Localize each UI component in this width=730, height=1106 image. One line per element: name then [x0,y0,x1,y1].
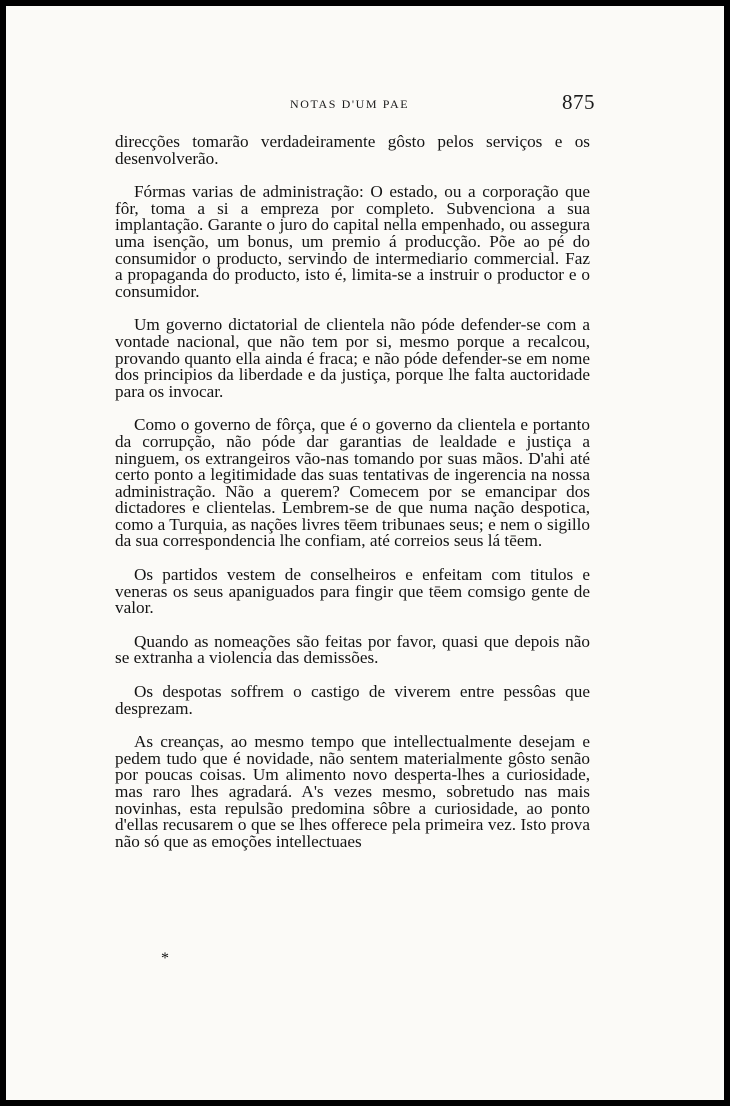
page-number: 875 [562,90,595,114]
body-text [115,134,590,850]
paragraph: Como o governo de fôrça, que é o governo da clientela e portanto da corrupção, não póde dar garantias de lealdade e justiça a ninguem, os extrangeiros vão-nas tomando por suas mãos. D'ahi até certo ponto a legitimidade das suas tentativas de ingerencia na nossa administração. Não a querem? Comecem por se emancipar dos dictadores e clientelas. Lembrem-se de que numa nação despotica, como a Turquia, as nações livres tēem tribunaes seus; e nem o sigillo da sua correspondencia lhe confiam, até correios seus lá tēem. [115,415,590,551]
paragraph: Fórmas varias de administração: O estado, ou a corporação que fôr, toma a si a empreza por completo. Subvenciona a sua implantação. Garante o juro do capital nella empenhado, ou assegura uma isenção, um bonus, um premio á producção. Põe ao pé do consumidor o producto, servindo de intermediario commercial. Faz a propaganda do producto, isto é, limita-se a instruir o productor e o consumidor. [115,182,590,301]
paragraph: Os despotas soffrem o castigo de viverem entre pessôas que desprezam. [115,682,590,718]
paragraph: direcções tomarão verdadeiramente gôsto pelos serviços e os desenvolverão. [115,132,590,168]
paragraph: As creanças, ao mesmo tempo que intellectualmente desejam e pedem tudo que é novidade, não sentem materialmente gôsto senão por poucas coisas. Um alimento novo desperta-lhes a curiosidade, mas raro lhes agradará. A's vezes mesmo, sobretudo nas mais novinhas, esta repulsão predomina sôbre a curiosidade, ao ponto d'ellas recusarem o que se lhes offerece pela primeira vez. Isto prova não só que as emoções intellectuaes [115,732,590,851]
footer-mark: * [161,950,169,967]
paragraph: Um governo dictatorial de clientela não póde defender-se com a vontade nacional, que não tem por si, mesmo porque a recalcou, provando quanto ella ainda é fraca; e não póde defender-se em nome dos principios da liberdade e da justiça, porque lhe falta auctoridade para os invocar. [115,315,590,401]
book-page [6,6,724,1100]
paragraph: Os partidos vestem de conselheiros e enfeitam com titulos e veneras os seus apaniguados para fingir que tēem comsigo gente de valor. [115,565,590,618]
running-title: NOTAS D'UM PAE [290,97,410,111]
page-header [6,90,724,118]
paragraph: Quando as nomeações são feitas por favor, quasi que depois não se extranha a violencia das demissões. [115,631,590,668]
